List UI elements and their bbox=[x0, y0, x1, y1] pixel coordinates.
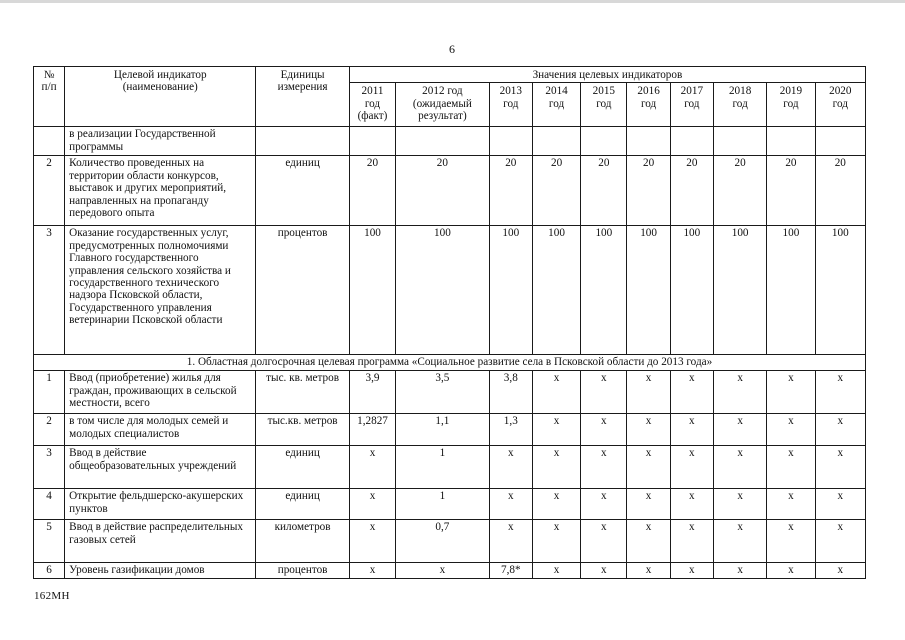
indicator-value: 100 bbox=[670, 226, 713, 355]
indicators-table bbox=[33, 66, 866, 579]
row-number: 2 bbox=[34, 414, 65, 446]
unit-of-measure: процентов bbox=[256, 563, 350, 579]
row-number bbox=[34, 127, 65, 156]
header-year: 2020 год bbox=[815, 83, 865, 127]
indicator-name: Уровень газификации домов bbox=[65, 563, 256, 579]
header-indicator-name: Целевой индикатор (наименование) bbox=[65, 67, 256, 127]
indicator-value: 0,7 bbox=[396, 520, 490, 563]
header-num: № п/п bbox=[34, 67, 65, 127]
indicator-value: 20 bbox=[581, 156, 627, 226]
indicator-name: Ввод (приобретение) жилья для граждан, проживающих в сельской местности, всего bbox=[65, 371, 256, 414]
indicator-value: х bbox=[670, 520, 713, 563]
indicator-name: Оказание государственных услуг, предусмотренных полномочиями Главного государственного управления сельского хозяйства и государственного технического надзора Псковской области, Государственного управления ветеринарии Псковской области bbox=[65, 226, 256, 355]
indicator-value: 20 bbox=[713, 156, 766, 226]
row-number: 4 bbox=[34, 489, 65, 520]
row-number: 2 bbox=[34, 156, 65, 226]
indicator-value bbox=[532, 127, 580, 156]
indicator-value bbox=[581, 127, 627, 156]
indicator-value: х bbox=[349, 563, 395, 579]
indicator-value: х bbox=[815, 489, 865, 520]
indicator-value: х bbox=[532, 563, 580, 579]
header-row-top bbox=[34, 67, 866, 83]
indicator-value: х bbox=[713, 563, 766, 579]
row-number: 6 bbox=[34, 563, 65, 579]
indicator-value: х bbox=[815, 371, 865, 414]
header-year: 2014 год bbox=[532, 83, 580, 127]
row-number: 3 bbox=[34, 226, 65, 355]
indicator-value: х bbox=[349, 446, 395, 489]
indicator-value: х bbox=[767, 520, 815, 563]
indicator-value bbox=[713, 127, 766, 156]
table-row bbox=[34, 489, 866, 520]
indicator-value: х bbox=[349, 520, 395, 563]
unit-of-measure: километров bbox=[256, 520, 350, 563]
indicator-value: х bbox=[815, 563, 865, 579]
indicator-value: 20 bbox=[627, 156, 670, 226]
indicator-value: х bbox=[670, 563, 713, 579]
table-row bbox=[34, 563, 866, 579]
indicator-value: 100 bbox=[532, 226, 580, 355]
indicator-value: 20 bbox=[489, 156, 532, 226]
section-title: 1. Областная долгосрочная целевая программа «Социальное развитие села в Псковской области до 2013 года» bbox=[34, 355, 866, 371]
indicator-value: х bbox=[767, 371, 815, 414]
indicator-value: х bbox=[713, 371, 766, 414]
indicator-name: Ввод в действие распределительных газовых сетей bbox=[65, 520, 256, 563]
indicator-value: 20 bbox=[767, 156, 815, 226]
indicator-value: 20 bbox=[396, 156, 490, 226]
row-number: 1 bbox=[34, 371, 65, 414]
unit-of-measure: тыс. кв. метров bbox=[256, 371, 350, 414]
unit-of-measure: единиц bbox=[256, 156, 350, 226]
table-row bbox=[34, 446, 866, 489]
indicator-value: 1 bbox=[396, 446, 490, 489]
indicator-value bbox=[815, 127, 865, 156]
indicator-value: 100 bbox=[767, 226, 815, 355]
header-year: 2011 год (факт) bbox=[349, 83, 395, 127]
indicator-name: Ввод в действие общеобразовательных учреждений bbox=[65, 446, 256, 489]
indicator-value: 3,5 bbox=[396, 371, 490, 414]
header-year: 2018 год bbox=[713, 83, 766, 127]
header-year: 2013 год bbox=[489, 83, 532, 127]
indicator-value: х bbox=[627, 414, 670, 446]
table-row-continuation bbox=[34, 127, 866, 156]
page-number: 6 bbox=[449, 42, 455, 56]
indicator-value: х bbox=[670, 414, 713, 446]
indicator-value: х bbox=[532, 371, 580, 414]
indicator-value: х bbox=[581, 563, 627, 579]
indicator-value: х bbox=[532, 489, 580, 520]
indicator-value: х bbox=[815, 446, 865, 489]
indicator-value: х bbox=[627, 563, 670, 579]
indicator-value: 20 bbox=[532, 156, 580, 226]
indicator-value: 1,3 bbox=[489, 414, 532, 446]
unit-of-measure: тыс.кв. метров bbox=[256, 414, 350, 446]
indicator-value: х bbox=[767, 446, 815, 489]
header-year: 2015 год bbox=[581, 83, 627, 127]
page-top-edge bbox=[0, 0, 905, 3]
document-code: 162МН bbox=[34, 590, 70, 602]
indicator-value: х bbox=[627, 520, 670, 563]
indicator-value: х bbox=[713, 414, 766, 446]
table-row bbox=[34, 414, 866, 446]
unit-of-measure: единиц bbox=[256, 489, 350, 520]
indicator-value: 1 bbox=[396, 489, 490, 520]
indicator-value bbox=[767, 127, 815, 156]
indicator-name: Открытие фельдшерско-акушерских пунктов bbox=[65, 489, 256, 520]
indicator-value: 3,9 bbox=[349, 371, 395, 414]
indicator-value: х bbox=[581, 489, 627, 520]
indicator-value: х bbox=[532, 520, 580, 563]
table-row bbox=[34, 520, 866, 563]
indicator-value: х bbox=[489, 446, 532, 489]
indicator-value bbox=[627, 127, 670, 156]
indicator-value: х bbox=[670, 371, 713, 414]
indicator-value: х bbox=[713, 520, 766, 563]
indicator-value: 20 bbox=[815, 156, 865, 226]
indicator-value bbox=[349, 127, 395, 156]
indicator-value: 20 bbox=[670, 156, 713, 226]
header-year: 2019 год bbox=[767, 83, 815, 127]
indicator-value: х bbox=[581, 446, 627, 489]
indicator-value: х bbox=[670, 489, 713, 520]
indicator-value bbox=[670, 127, 713, 156]
unit-of-measure: единиц bbox=[256, 446, 350, 489]
unit-of-measure: процентов bbox=[256, 226, 350, 355]
unit-of-measure bbox=[256, 127, 350, 156]
section-row bbox=[34, 355, 866, 371]
header-values-group: Значения целевых индикаторов bbox=[349, 67, 865, 83]
indicator-value bbox=[489, 127, 532, 156]
indicator-value: х bbox=[349, 489, 395, 520]
indicator-value: х bbox=[815, 520, 865, 563]
indicator-value: х bbox=[767, 563, 815, 579]
indicator-value: х bbox=[670, 446, 713, 489]
indicator-value: х bbox=[627, 371, 670, 414]
indicator-name: Количество проведенных на территории области конкурсов, выставок и других мероприятий, направленных на пропаганду передового опыта bbox=[65, 156, 256, 226]
indicator-value: 100 bbox=[815, 226, 865, 355]
header-year: 2012 год (ожидаемый результат) bbox=[396, 83, 490, 127]
indicator-value: х bbox=[489, 489, 532, 520]
table-row bbox=[34, 156, 866, 226]
indicator-value: 20 bbox=[349, 156, 395, 226]
table-row bbox=[34, 226, 866, 355]
indicator-value: 1,1 bbox=[396, 414, 490, 446]
indicator-name: в реализации Государственной программы bbox=[65, 127, 256, 156]
indicator-value: 100 bbox=[627, 226, 670, 355]
indicator-value: х bbox=[532, 446, 580, 489]
indicator-value: х bbox=[627, 446, 670, 489]
header-year: 2017 год bbox=[670, 83, 713, 127]
row-number: 5 bbox=[34, 520, 65, 563]
indicator-value: х bbox=[713, 489, 766, 520]
indicator-value: х bbox=[532, 414, 580, 446]
indicator-value: 1,2827 bbox=[349, 414, 395, 446]
indicator-value: х bbox=[767, 414, 815, 446]
indicator-value: х bbox=[581, 520, 627, 563]
indicator-value: х bbox=[815, 414, 865, 446]
indicator-value: х bbox=[627, 489, 670, 520]
header-year: 2016 год bbox=[627, 83, 670, 127]
indicator-value bbox=[396, 127, 490, 156]
indicator-value: 100 bbox=[581, 226, 627, 355]
indicator-value: 3,8 bbox=[489, 371, 532, 414]
indicator-value: 100 bbox=[349, 226, 395, 355]
indicator-value: х bbox=[767, 489, 815, 520]
indicator-value: х bbox=[713, 446, 766, 489]
indicator-value: 100 bbox=[713, 226, 766, 355]
indicator-value: х bbox=[581, 371, 627, 414]
row-number: 3 bbox=[34, 446, 65, 489]
indicator-value: х bbox=[489, 520, 532, 563]
header-unit: Единицы измерения bbox=[256, 67, 350, 127]
indicator-name: в том числе для молодых семей и молодых специалистов bbox=[65, 414, 256, 446]
indicator-value: 100 bbox=[489, 226, 532, 355]
table-row bbox=[34, 371, 866, 414]
indicator-value: 7,8* bbox=[489, 563, 532, 579]
indicator-value: х bbox=[396, 563, 490, 579]
indicator-value: х bbox=[581, 414, 627, 446]
indicator-value: 100 bbox=[396, 226, 490, 355]
